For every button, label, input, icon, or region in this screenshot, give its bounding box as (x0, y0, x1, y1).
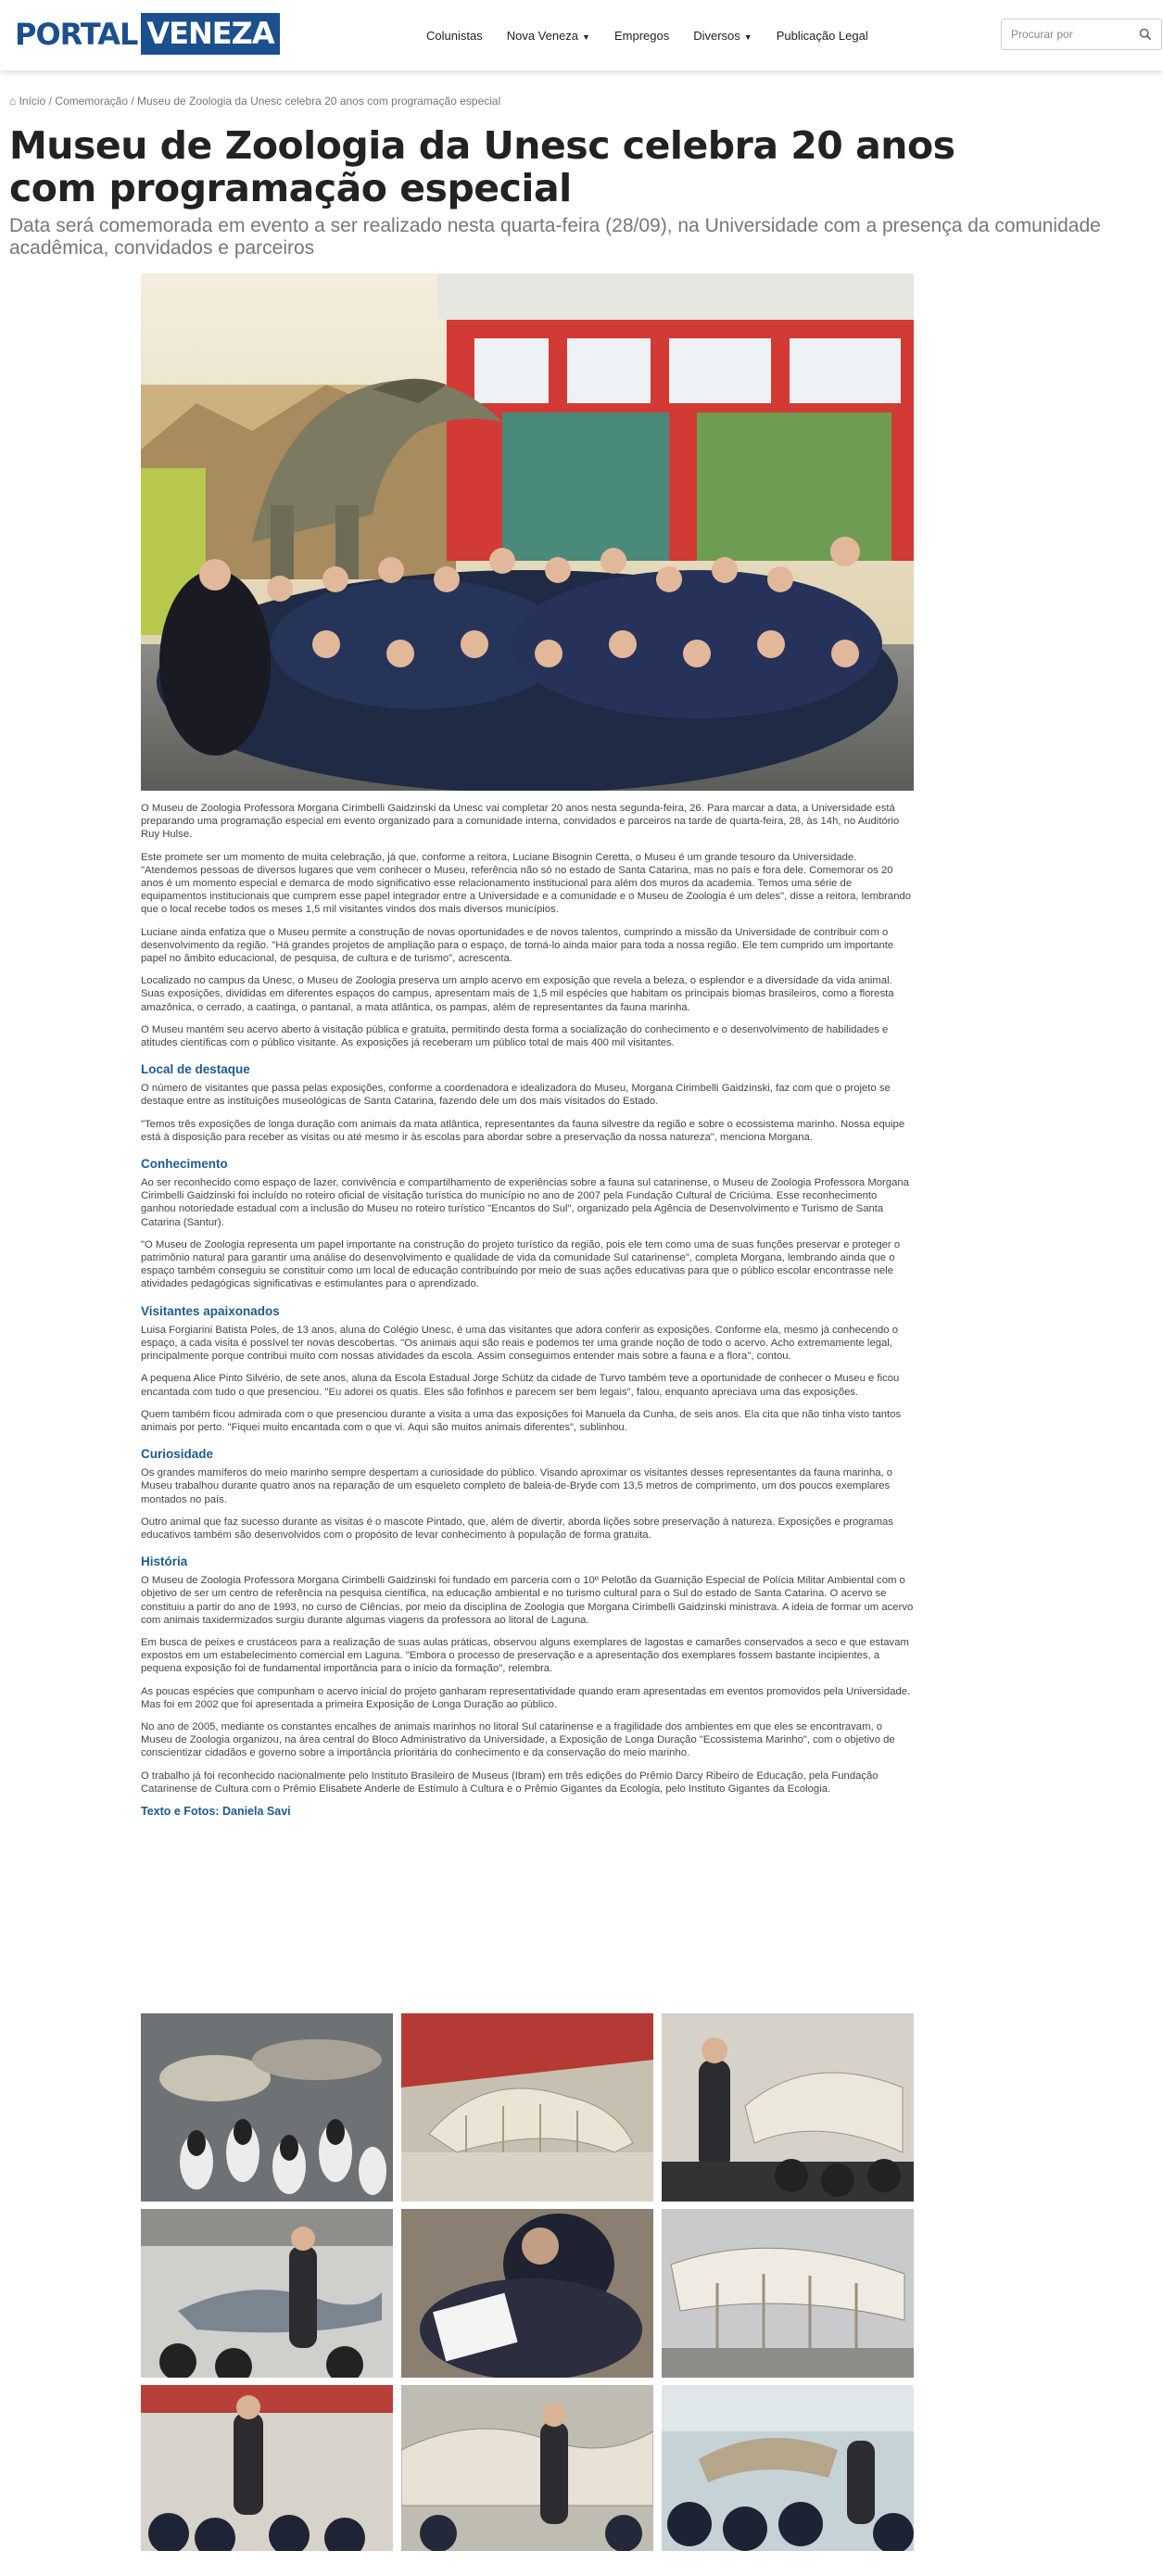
nav-colunistas[interactable]: Colunistas (426, 28, 483, 43)
hero-photo (141, 273, 914, 791)
paragraph: O Museu mantém seu acervo aberto à visitação pública e gratuita, permitindo desta forma a socialização do conhecimento e o desenvolvimento de habilidades e atitudes científicas com o público visitante. As exposições já receberam um público total de mais 400 mil visitantes. (141, 1023, 889, 1049)
main-nav (426, 0, 868, 70)
breadcrumb: ⌂ Início / Comemoração / Museu de Zoologia da Unesc celebra 20 anos com programação especial (9, 95, 501, 108)
section-heading: Local de destaque (141, 1062, 250, 1077)
gallery-thumb[interactable] (662, 2209, 914, 2378)
section-heading: História (141, 1554, 188, 1569)
caret-down-icon: ▼ (582, 32, 590, 42)
nav-nova-veneza[interactable]: Nova Veneza ▼ (506, 28, 590, 43)
gallery-thumb[interactable] (141, 2013, 393, 2202)
nav-publicacao-legal[interactable]: Publicação Legal (776, 28, 868, 43)
paragraph: O Museu de Zoologia Professora Morgana Cirimbelli Gaidzinski foi fundado em parceria com o 10º Pelotão da Guarnição Especial de Polícia Militar Ambiental com o objetivo de ser um centro de referência na pesquisa científica, na educação ambiental e no turismo cultural para o Sul do estado de Santa Catarina. O acervo se constituiu a partir do ano de 1993, no curso de Ciências, por meio da disciplina de Zoologia que Morgana Cirimbelli Gaidzinski ministrava. A ideia de formar um acervo com animais taxidermizados surgiu durante algumas viagens da professora ao litoral de Laguna. (141, 1575, 914, 1626)
search-input[interactable] (1002, 19, 1150, 49)
nav-empregos[interactable]: Empregos (613, 28, 670, 43)
breadcrumb-current: Museu de Zoologia da Unesc celebra 20 anos com programação especial (137, 95, 501, 108)
gallery-thumb[interactable] (141, 2385, 393, 2551)
breadcrumb-home[interactable]: ⌂ Início (9, 95, 46, 108)
article-body (141, 802, 914, 1818)
gallery-thumb[interactable] (662, 2385, 914, 2551)
photo-gallery (141, 2013, 914, 2551)
paragraph: Os grandes mamíferos do meio marinho sempre despertam a curiosidade do público. Visando aproximar os visitantes desses representantes da fauna marinha, o Museu trabalhou durante quatro anos na reparação de um esqueleto completo de baleia-de-Bryde com 13,5 metros de comprimento, um dos poucos exemplares montados no país. (141, 1467, 893, 1505)
paragraph: Outro animal que faz sucesso durante as visitas é o mascote Pintado, que, além de divertir, aborda lições sobre preservação à natureza. Exposições e programas educativos também são desenvolvidos com o propósito de levar conhecimento à população de forma gratuita. (141, 1516, 893, 1541)
gallery-thumb[interactable] (662, 2013, 914, 2202)
paragraph: O número de visitantes que passa pelas exposições, conforme a coordenadora e idealizadora do Museu, Morgana Cirimbelli Gaidzinski, faz com que o projeto se destaque entre as instituições museológicas de Santa Catarina, fazendo dele um dos mais visitados do Estado. (141, 1083, 891, 1108)
paragraph: Localizado no campus da Unesc, o Museu de Zoologia preserva um amplo acervo em exposição que revela a beleza, o esplendor e a diversidade da vida animal. Suas exposições, divididas em diferentes espaços do campus, apresentam mais de 1,5 mil espécies que habitam os principais biomas brasileiros, como a floresta amazônica, o cerrado, a caatinga, o pantanal, a mata atlântica, os pampas, além de representantes da fauna marinha. (141, 975, 894, 1013)
gallery-thumb[interactable] (141, 2209, 393, 2378)
search-box (1001, 19, 1162, 50)
article-title: Museu de Zoologia da Unesc celebra 20 anos com programação especial (9, 123, 955, 210)
caret-down-icon: ▼ (743, 32, 752, 42)
paragraph: Em busca de peixes e crustáceos para a realização de suas aulas práticas, observou alguns exemplares de lagostas e camarões conservados a seco e que estavam expostos em um estabelecimento comercial em Laguna. "Embora o processo de preservação e a apresentação dos exemplares fossem bastante incipientes, a pequena exposição foi de fundamental importância para o início da formação", relembra. (141, 1636, 909, 1675)
section-heading: Conhecimento (141, 1157, 228, 1172)
photo-credit: Texto e Fotos: Daniela Savi (141, 1804, 291, 1818)
site-header (0, 0, 1163, 70)
paragraph: O Museu de Zoologia Professora Morgana Cirimbelli Gaidzinski da Unesc vai completar 20 anos nesta segunda-feira, 26. Para marcar a data, a Universidade está preparando uma programação especial em evento organizado para a comunidade interna, convidados e parceiros na tarde de quarta-feira, 28, às 14h, no Auditório Ruy Hulse. (141, 803, 900, 841)
paragraph: As poucas espécies que compunham o acervo inicial do projeto ganharam representatividade quando eram apresentadas em eventos promovidos pela Universidade. Mas foi em 2002 que foi apresentada a primeira Exposição de Longa Duração ao público. (141, 1685, 911, 1710)
paragraph: O trabalho já foi reconhecido nacionalmente pelo Instituto Brasileiro de Museus (Ibram) em três edições do Prêmio Darcy Ribeiro de Educação, pela Fundação Catarinense de Cultura com o Prêmio Elisabete Anderle de Estímulo à Cultura e o Prêmio Gigantes da Ecologia, pelo Instituto Gigantes da Ecologia. (141, 1770, 879, 1795)
home-icon: ⌂ (9, 95, 17, 108)
site-logo[interactable]: PORTAL VENEZA (13, 13, 280, 55)
gallery-thumb[interactable] (401, 2209, 653, 2378)
gallery-thumb[interactable] (401, 2013, 653, 2202)
breadcrumb-section[interactable]: Comemoração (55, 95, 128, 108)
paragraph: "Temos três exposições de longa duração com animais da mata atlântica, representantes da fauna silvestre da região e sobre o ecossistema marinho. Nossa equipe está à disposição para receber as visitas ou até mesmo ir às escolas para abordar sobre a preservação da nossa natureza", menciona Morgana. (141, 1118, 905, 1143)
paragraph: Luciane ainda enfatiza que o Museu permite a construção de novas oportunidades e de novos talentos, cumprindo a missão da Universidade de contribuir com o desenvolvimento da região. "Há grandes projetos de ampliação para o espaço, de torná-lo ainda maior para toda a nossa região. Ele tem cumprido um importante papel no âmbito educacional, de pesquisa, de cultura e de turismo", acrescenta. (141, 926, 894, 965)
paragraph: Luisa Forgiarini Batista Poles, de 13 anos, aluna do Colégio Unesc, é uma das visitantes que adora conferir as exposições. Conforme ela, mesmo já conhecendo o espaço, a cada visita é possível ter novas descobertas. "Os animais aqui são reais e podemos ter uma grande noção de todo o acervo. Acho extremamente legal, principalmente porque contribui muito com nossas atividades da escola. Assim conseguimos entender mais sobre a fauna e a flora", contou. (141, 1324, 898, 1363)
paragraph: Ao ser reconhecido como espaço de lazer, convivência e compartilhamento de experiências sobre a fauna sul catarinense, o Museu de Zoologia Professora Morgana Cirimbelli Gaidzinski foi incluído no roteiro oficial de visitação turística do município no ano de 2007 pela Fundação Cultural de Criciúma. Esse reconhecimento ganhou notoriedade estadual com a inclusão do Museu no roteiro turístico "Encantos do Sul", organizado pela Agência de Desenvolvimento e Turismo de Santa Catarina (Santur). (141, 1177, 909, 1228)
article-subtitle: Data será comemorada em evento a ser realizado nesta quarta-feira (28/09), na Universidade com a presença da comunidade acadêmica, convidados e parceiros (9, 215, 1101, 259)
paragraph: Quem também ficou admirada com o que presenciou durante a visita a uma das exposições foi Manuela da Cunha, de seis anos. Ela cita que não tinha visto tantos animais por perto. "Fiquei muito encantada com o que vi. Aqui são muitos animais diferentes", sublinhou. (141, 1408, 902, 1433)
nav-diversos[interactable]: Diversos ▼ (693, 28, 752, 43)
section-heading: Visitantes apaixonados (141, 1303, 280, 1318)
section-heading: Curiosidade (141, 1447, 214, 1462)
paragraph: Este promete ser um momento de muita celebração, já que, conforme a reitora, Luciane Bisognin Ceretta, o Museu é um grande tesouro da Universidade. "Atendemos pessoas de diversos lugares que vem conhecer o Museu, referência não só no estado de Santa Catarina, mas no país e fora dele. Comemorar os 20 anos é um momento especial e demarca de modo significativo esse relacionamento institucional para além dos muros da academia. Temos uma série de equipamentos institucionais que cumprem esse papel integrador entre a Universidade e a comunidade e o Museu de Zoologia é um deles", disse a reitora, lembrando que o local recebe todos os meses 1,5 mil visitantes vindos dos mais diversos municípios. (141, 851, 912, 916)
paragraph: No ano de 2005, mediante os constantes encalhes de animais marinhos no litoral Sul catarinense e a fragilidade dos ambientes em que eles se encontravam, o Museu de Zoologia organizou, na área central do Bloco Administrativo da Universidade, a Exposição de Longa Duração "Ecossistema Marinho", com o objetivo de conscientizar cidadãos e governo sobre a importância prioritária do conhecimento e da conservação do meio marinho. (141, 1720, 895, 1759)
gallery-thumb[interactable] (401, 2385, 653, 2551)
search-icon[interactable] (1139, 28, 1152, 41)
paragraph: "O Museu de Zoologia representa um papel importante na construção do projeto turístico da região, pois ele tem como uma de suas funções preservar e proteger o patrimônio natural para garantir uma análise do desenvolvimento e qualidade de vida da comunidade Sul catarinense", completa Morgana, lembrando ainda que o espaço também conseguiu se constituir como um local de educação contribuindo por meio de suas ações educativas para que o público escolar encontrasse nele atividades pedagógicas significativas e estimulantes para o aprendizado. (141, 1238, 901, 1290)
paragraph: A pequena Alice Pinto Silvério, de sete anos, aluna da Escola Estadual Jorge Schütz da cidade de Turvo também teve a oportunidade de conhecer o Museu e ficou encantada com tudo o que presenciou. "Eu adorei os quatis. Eles são fofinhos e parecem ser bem legais", falou, enquanto apreciava uma das exposições. (141, 1373, 900, 1398)
